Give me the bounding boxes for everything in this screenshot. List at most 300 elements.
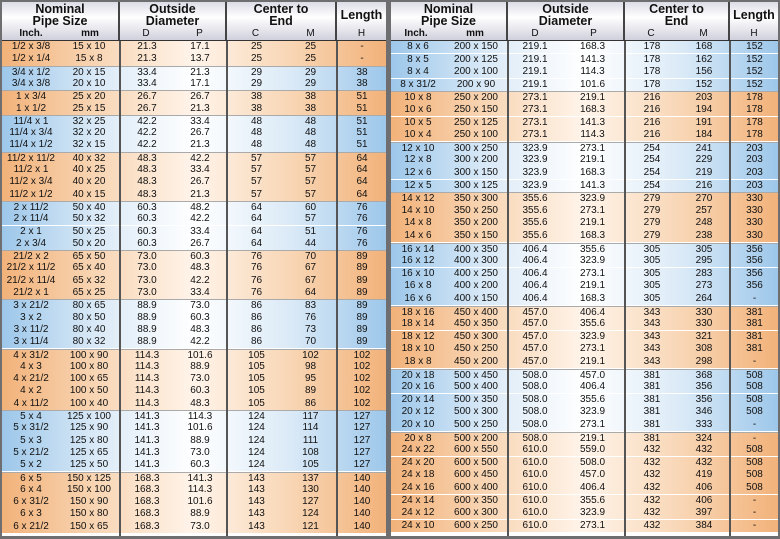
cell-P: 114.3 xyxy=(580,66,605,78)
cell-mm: 50 x 25 xyxy=(72,225,106,237)
cell-inch: 16 x 10 xyxy=(401,267,435,279)
cell-D: 406.4 xyxy=(522,255,548,267)
cell-mm: 40 x 15 xyxy=(72,188,106,200)
cell-P: 73.0 xyxy=(190,446,210,458)
table-row xyxy=(2,139,386,151)
cell-C: 143 xyxy=(248,520,265,532)
cell-H: 152 xyxy=(746,53,763,65)
cell-mm: 500 x 250 xyxy=(454,419,498,430)
cell-C: 124 xyxy=(248,446,265,458)
cell-D: 48.3 xyxy=(137,188,157,200)
cell-H: 381 xyxy=(746,330,763,342)
table-row xyxy=(391,230,778,242)
cell-P: 559.0 xyxy=(579,444,606,456)
cell-D: 141.3 xyxy=(134,434,160,446)
header-inch: Inch. xyxy=(404,28,428,39)
cell-mm: 500 x 300 xyxy=(454,406,498,418)
cell-mm: 450 x 400 xyxy=(454,306,498,318)
cell-D: 457.0 xyxy=(522,343,548,355)
cell-M: 57 xyxy=(304,176,317,188)
cell-M: 356 xyxy=(695,393,713,405)
table-row xyxy=(391,419,778,431)
cell-D: 48.3 xyxy=(137,176,157,188)
cell-D: 406.4 xyxy=(522,243,548,255)
cell-M: 137 xyxy=(302,472,319,484)
cell-inch: 21/2 x 11/2 xyxy=(6,262,56,274)
cell-mm: 200 x 125 xyxy=(454,53,498,65)
cell-mm: 500 x 450 xyxy=(454,369,498,381)
cell-D: 323.9 xyxy=(522,154,548,166)
cell-C: 86 xyxy=(250,311,263,323)
cell-inch: 3 x 21/2 xyxy=(13,300,49,312)
cell-H: 508 xyxy=(746,393,763,405)
cell-P: 273.1 xyxy=(579,519,606,531)
cell-C: 105 xyxy=(248,349,265,361)
cell-M: 308 xyxy=(695,343,713,355)
table-row xyxy=(2,115,386,128)
cell-M: 44 xyxy=(304,237,317,249)
cell-H: 508 xyxy=(746,444,763,456)
cell-P: 42.2 xyxy=(190,213,210,225)
cell-H: 140 xyxy=(353,472,371,484)
header-M: M xyxy=(306,28,315,39)
cell-C: 432 xyxy=(643,519,661,531)
cell-inch: 1/2 x 1/4 xyxy=(11,53,51,65)
cell-D: 60.3 xyxy=(137,225,157,237)
header-M: M xyxy=(699,28,708,39)
table-header xyxy=(2,2,386,41)
table-row xyxy=(391,406,778,418)
cell-C: 124 xyxy=(248,434,265,446)
cell-M: 124 xyxy=(302,508,319,520)
cell-P: 323.9 xyxy=(579,255,606,267)
cell-D: 42.2 xyxy=(137,139,157,151)
header-mm: mm xyxy=(81,28,99,39)
cell-D: 73.0 xyxy=(137,274,157,286)
header-D: D xyxy=(531,28,539,39)
cell-inch: 16 x 12 xyxy=(401,255,435,267)
cell-mm: 350 x 150 xyxy=(454,230,498,241)
cell-inch: 3/4 x 3/8 xyxy=(11,77,51,89)
cell-mm: 125 x 100 xyxy=(67,411,111,422)
cell-M: 25 xyxy=(304,41,317,52)
cell-mm: 150 x 65 xyxy=(69,520,109,532)
cell-inch: 16 x 14 xyxy=(401,243,435,255)
cell-H: 64 xyxy=(356,152,368,164)
cell-M: 29 xyxy=(304,77,317,89)
cell-D: 88.9 xyxy=(137,300,157,312)
cell-M: 298 xyxy=(695,356,713,367)
cell-inch: 11/2 x 1/2 xyxy=(9,188,53,200)
table-row xyxy=(2,521,386,533)
cell-mm: 65 x 32 xyxy=(72,274,106,286)
cell-P: 26.7 xyxy=(190,91,210,103)
cell-D: 457.0 xyxy=(522,356,548,367)
cell-mm: 200 x 90 xyxy=(456,78,496,90)
cell-inch: 11/4 x 1/2 xyxy=(9,139,53,151)
cell-C: 178 xyxy=(643,41,661,52)
table-row xyxy=(2,53,386,65)
cell-inch: 8 x 6 xyxy=(407,41,429,52)
cell-P: 73.0 xyxy=(190,520,210,532)
cell-M: 168 xyxy=(695,41,713,52)
cell-mm: 125 x 90 xyxy=(69,422,109,434)
cell-mm: 25 x 20 xyxy=(72,91,106,103)
cell-D: 323.9 xyxy=(522,167,548,178)
cell-P: 168.3 xyxy=(579,230,606,241)
cell-inch: 14 x 8 xyxy=(404,217,432,229)
cell-C: 305 xyxy=(643,293,661,304)
cell-C: 305 xyxy=(643,267,661,279)
table-row xyxy=(2,90,386,103)
cell-H: 203 xyxy=(746,167,763,178)
header-nominal xyxy=(2,2,120,40)
cell-C: 76 xyxy=(250,274,263,286)
cell-inch: 8 x 5 xyxy=(407,53,429,65)
cell-P: 508.0 xyxy=(579,456,606,468)
cell-M: 305 xyxy=(695,243,713,255)
cell-M: 67 xyxy=(304,262,317,274)
cell-D: 88.9 xyxy=(137,311,157,323)
cell-D: 457.0 xyxy=(522,306,548,318)
header-D: D xyxy=(142,28,150,39)
cell-mm: 150 x 100 xyxy=(67,483,111,495)
cell-D: 610.0 xyxy=(522,507,548,519)
cell-mm: 250 x 100 xyxy=(454,129,498,141)
cell-D: 610.0 xyxy=(522,469,548,481)
cell-H: - xyxy=(752,356,757,367)
cell-mm: 400 x 250 xyxy=(454,267,498,279)
cell-P: 33.4 xyxy=(190,164,210,175)
cell-M: 60 xyxy=(304,201,317,213)
cell-H: - xyxy=(360,53,364,65)
table-row xyxy=(391,306,778,319)
header-outside-title: Outside Diameter xyxy=(145,2,200,28)
cell-inch: 21/2 x 1 xyxy=(13,287,49,298)
cell-H: 76 xyxy=(356,213,368,225)
cell-inch: 10 x 5 xyxy=(404,116,432,128)
cell-P: 323.9 xyxy=(579,193,606,205)
cell-P: 88.9 xyxy=(190,434,210,446)
cell-mm: 300 x 125 xyxy=(454,179,498,191)
cell-H: 140 xyxy=(353,508,371,520)
cell-D: 21.3 xyxy=(137,41,157,52)
cell-D: 457.0 xyxy=(522,330,548,342)
table-row xyxy=(391,104,778,116)
cell-inch: 10 x 6 xyxy=(404,104,432,115)
cell-M: 57 xyxy=(304,164,317,175)
cell-H: 64 xyxy=(356,164,368,175)
cell-H: 89 xyxy=(356,336,368,348)
cell-inch: 6 x 31/2 xyxy=(13,496,49,508)
cell-C: 381 xyxy=(643,406,661,418)
cell-M: 73 xyxy=(304,323,317,335)
cell-C: 279 xyxy=(643,217,661,229)
cell-H: - xyxy=(752,293,757,304)
cell-C: 86 xyxy=(250,323,263,335)
cell-M: 51 xyxy=(304,225,317,237)
cell-H: 330 xyxy=(746,217,763,229)
cell-P: 219.1 xyxy=(579,432,606,444)
cell-M: 283 xyxy=(695,267,713,279)
cell-H: 203 xyxy=(746,179,763,191)
cell-mm: 25 x 15 xyxy=(72,102,106,114)
cell-M: 108 xyxy=(302,446,319,458)
table-row xyxy=(391,520,778,532)
cell-D: 355.6 xyxy=(522,217,548,229)
cell-mm: 100 x 65 xyxy=(69,373,109,385)
header-length-title: Length xyxy=(733,8,775,22)
table-row xyxy=(391,217,778,229)
cell-C: 279 xyxy=(643,230,661,241)
cell-inch: 1 x 1/2 xyxy=(15,102,47,114)
cell-inch: 1 x 3/4 xyxy=(15,91,47,103)
header-length xyxy=(337,2,386,40)
cell-D: 141.3 xyxy=(134,446,160,458)
cell-H: 508 xyxy=(746,406,763,418)
table-row xyxy=(2,250,386,263)
cell-inch: 2 x 11/2 xyxy=(13,201,49,213)
cell-P: 273.1 xyxy=(579,267,606,279)
cell-C: 143 xyxy=(248,472,265,484)
cell-D: 273.1 xyxy=(522,116,548,128)
table-row xyxy=(2,422,386,434)
table-row xyxy=(2,127,386,139)
cell-H: 140 xyxy=(353,483,371,495)
cell-H: 508 xyxy=(746,369,763,381)
cell-C: 343 xyxy=(643,318,661,330)
cell-inch: 8 x 4 xyxy=(407,66,429,78)
table-row xyxy=(391,91,778,104)
cell-inch: 2 x 1 xyxy=(20,225,42,237)
cell-H: 152 xyxy=(746,78,763,90)
cell-mm: 600 x 500 xyxy=(454,456,498,468)
cell-inch: 16 x 8 xyxy=(404,280,432,292)
cell-M: 191 xyxy=(695,116,713,128)
cell-H: 76 xyxy=(356,237,368,249)
header-P: P xyxy=(196,28,203,39)
cell-M: 270 xyxy=(695,193,713,205)
cell-mm: 80 x 40 xyxy=(72,323,106,335)
cell-D: 219.1 xyxy=(522,78,548,90)
table-row xyxy=(391,255,778,267)
table-row xyxy=(391,117,778,129)
cell-mm: 600 x 350 xyxy=(454,494,498,506)
cell-P: 114.3 xyxy=(187,411,213,422)
cell-mm: 300 x 200 xyxy=(454,154,498,166)
cell-M: 57 xyxy=(304,213,317,225)
cell-H: 64 xyxy=(356,188,368,200)
cell-C: 76 xyxy=(250,262,263,274)
cell-M: 216 xyxy=(695,179,713,191)
cell-inch: 6 x 3 xyxy=(20,508,42,520)
table-row xyxy=(391,129,778,141)
cell-M: 397 xyxy=(695,507,713,519)
header-P: P xyxy=(590,28,597,39)
cell-C: 76 xyxy=(250,251,263,263)
cell-mm: 400 x 150 xyxy=(454,293,498,304)
cell-C: 48 xyxy=(250,115,263,127)
table-row xyxy=(2,472,386,485)
cell-D: 219.1 xyxy=(522,41,548,52)
cell-C: 57 xyxy=(250,152,263,164)
table-row xyxy=(391,54,778,66)
cell-C: 381 xyxy=(643,369,661,381)
cell-M: 156 xyxy=(695,66,713,78)
cell-P: 457.0 xyxy=(579,469,606,481)
table-row xyxy=(2,176,386,188)
cell-inch: 20 x 12 xyxy=(401,406,435,418)
cell-inch: 24 x 16 xyxy=(401,482,435,493)
cell-mm: 350 x 250 xyxy=(454,204,498,216)
table-row xyxy=(391,154,778,166)
cell-C: 279 xyxy=(643,204,661,216)
table-row xyxy=(2,66,386,79)
cell-H: - xyxy=(752,519,757,531)
cell-H: 51 xyxy=(356,102,368,114)
cell-C: 178 xyxy=(643,53,661,65)
cell-inch: 12 x 6 xyxy=(404,167,432,178)
cell-H: 330 xyxy=(746,230,763,241)
cell-C: 25 xyxy=(250,53,263,65)
table-row xyxy=(2,287,386,299)
cell-D: 457.0 xyxy=(522,318,548,330)
cell-H: 38 xyxy=(356,66,368,78)
cell-C: 64 xyxy=(250,213,263,225)
table-header xyxy=(391,2,778,41)
table-row xyxy=(2,152,386,165)
cell-mm: 200 x 150 xyxy=(454,41,498,52)
cell-H: - xyxy=(752,494,757,506)
table-row xyxy=(2,213,386,225)
cell-C: 343 xyxy=(643,343,661,355)
cell-mm: 80 x 32 xyxy=(72,336,106,348)
cell-mm: 450 x 200 xyxy=(454,356,498,367)
table-row xyxy=(2,78,386,90)
table-row xyxy=(391,482,778,494)
cell-P: 48.3 xyxy=(190,323,210,335)
cell-H: 102 xyxy=(353,373,371,385)
cell-C: 64 xyxy=(250,201,263,213)
table-row xyxy=(2,238,386,250)
cell-C: 216 xyxy=(643,92,661,104)
table-row xyxy=(391,318,778,330)
cell-P: 219.1 xyxy=(579,217,606,229)
cell-C: 216 xyxy=(643,104,661,115)
cell-P: 73.0 xyxy=(190,300,210,312)
cell-P: 48.3 xyxy=(190,397,210,409)
header-nominal xyxy=(391,2,508,40)
cell-inch: 5 x 21/2 xyxy=(13,446,49,458)
cell-inch: 24 x 18 xyxy=(401,469,435,481)
table-row xyxy=(2,226,386,238)
table-row xyxy=(391,469,778,481)
cell-H: - xyxy=(360,41,364,52)
cell-D: 42.2 xyxy=(137,115,157,127)
cell-P: 13.7 xyxy=(190,53,210,65)
cell-mm: 250 x 125 xyxy=(454,116,498,128)
cell-H: 51 xyxy=(356,91,368,103)
cell-inch: 3 x 2 xyxy=(20,311,42,323)
cell-C: 38 xyxy=(250,102,263,114)
cell-H: 356 xyxy=(746,280,763,292)
cell-D: 508.0 xyxy=(522,406,548,418)
cell-M: 111 xyxy=(302,434,319,446)
cell-M: 257 xyxy=(695,204,713,216)
table-row xyxy=(391,457,778,469)
cell-M: 48 xyxy=(304,139,317,151)
cell-C: 57 xyxy=(250,164,263,175)
cell-D: 88.9 xyxy=(137,323,157,335)
cell-H: 102 xyxy=(353,360,371,372)
table-row xyxy=(2,410,386,423)
cell-mm: 20 x 10 xyxy=(72,77,106,89)
cell-C: 216 xyxy=(643,129,661,141)
cell-M: 98 xyxy=(304,360,317,372)
table-row xyxy=(391,205,778,217)
cell-mm: 250 x 200 xyxy=(454,92,498,104)
cell-inch: 18 x 10 xyxy=(401,343,435,355)
cell-mm: 65 x 40 xyxy=(72,262,106,274)
cell-H: 89 xyxy=(356,311,368,323)
table-row xyxy=(391,192,778,205)
cell-P: 21.3 xyxy=(190,102,210,114)
cell-C: 124 xyxy=(248,459,265,471)
cell-D: 168.3 xyxy=(134,472,160,484)
cell-P: 48.2 xyxy=(190,201,210,213)
cell-inch: 14 x 10 xyxy=(401,204,435,216)
cell-mm: 100 x 80 xyxy=(69,360,109,372)
table-row xyxy=(2,373,386,385)
cell-P: 355.6 xyxy=(579,318,606,330)
cell-M: 89 xyxy=(304,385,317,397)
cell-D: 273.1 xyxy=(522,92,548,104)
cell-P: 60.3 xyxy=(190,251,210,263)
table-row xyxy=(391,432,778,445)
cell-P: 21.3 xyxy=(190,66,210,78)
cell-mm: 40 x 25 xyxy=(72,164,106,175)
cell-H: 140 xyxy=(353,496,371,508)
cell-P: 101.6 xyxy=(187,496,213,508)
cell-P: 273.1 xyxy=(579,343,606,355)
cell-mm: 450 x 300 xyxy=(454,330,498,342)
cell-inch: 18 x 14 xyxy=(401,318,435,330)
cell-C: 105 xyxy=(248,360,265,372)
cell-mm: 32 x 25 xyxy=(72,115,106,127)
table-row xyxy=(2,435,386,447)
cell-M: 29 xyxy=(304,66,317,78)
cell-C: 105 xyxy=(248,397,265,409)
cell-D: 168.3 xyxy=(134,508,160,520)
cell-P: 101.6 xyxy=(187,422,213,434)
cell-M: 86 xyxy=(304,397,317,409)
cell-D: 141.3 xyxy=(134,422,160,434)
cell-M: 57 xyxy=(304,152,317,164)
cell-D: 168.3 xyxy=(134,496,160,508)
cell-H: 89 xyxy=(356,251,368,263)
cell-M: 238 xyxy=(695,230,713,241)
cell-D: 60.3 xyxy=(137,201,157,213)
cell-H: 356 xyxy=(746,243,763,255)
cell-P: 60.3 xyxy=(190,311,210,323)
table-row xyxy=(391,331,778,343)
cell-mm: 300 x 150 xyxy=(454,167,498,178)
cell-H: 178 xyxy=(746,116,763,128)
cell-M: 70 xyxy=(304,251,317,263)
cell-H: 203 xyxy=(746,154,763,166)
cell-M: 264 xyxy=(695,293,713,304)
cell-mm: 125 x 50 xyxy=(69,459,109,471)
